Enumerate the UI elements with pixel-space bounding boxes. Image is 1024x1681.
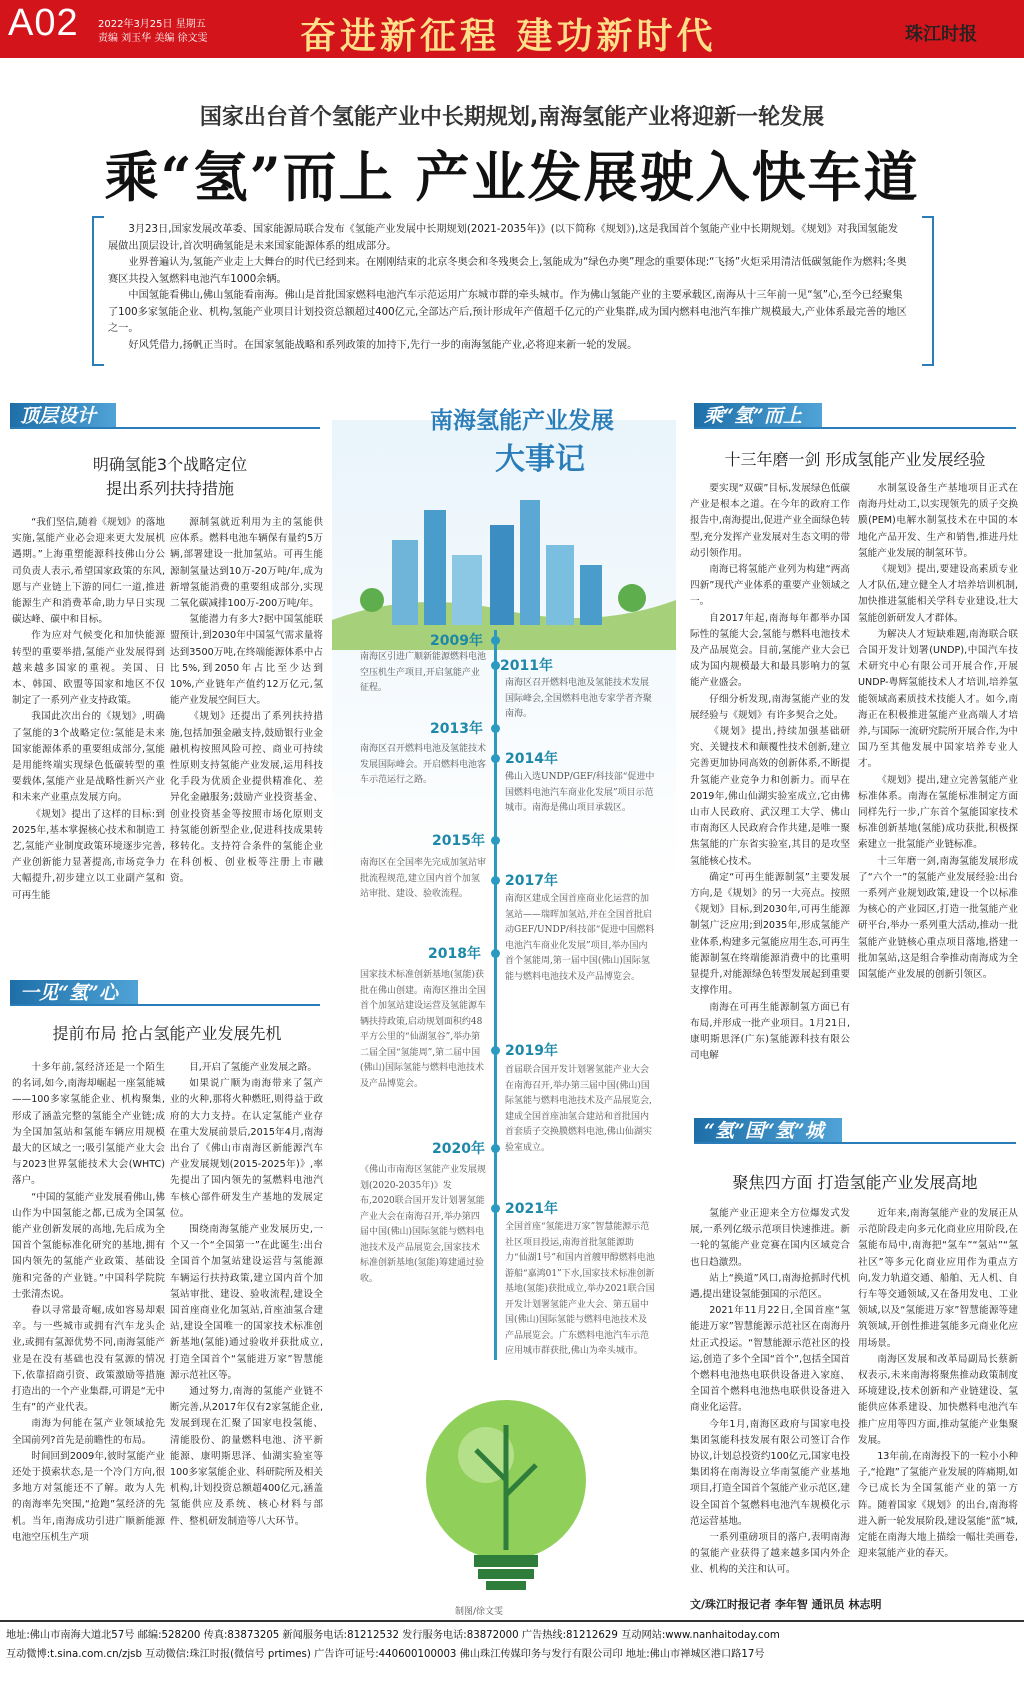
paragraph: 《规划》还提出了系列扶持措施,包括加强金融支持,鼓励银行业金融机构按照风险可控、商业可持续性原则支持氢能产业发展,运用科技化手段为优质企业提供精准化、差异化金融服务;鼓励产业投资基金、创业投资基金等按照市场化原则支持氢能创新型企业,促进科技成果转移转化。支持符合条件的氢能企业在科创板、创业板等注册上市融资。 xyxy=(170,711,323,885)
section-tag-first-sight: 一见“氢”心 xyxy=(10,980,138,1006)
paragraph: 氢能潜力有多大?据中国氢能联盟预计,到2030年中国氢气需求量将达到3500万吨,在终端能源体系中占比5%,到2050年占比至少达到10%,产业链年产值约12万亿元,氢能产业发展空间巨大。 xyxy=(170,614,323,707)
timeline-year: 2011年 xyxy=(500,658,553,674)
issue-editors: 责编 刘玉华 美编 徐文雯 xyxy=(98,33,208,44)
paragraph: 通过努力,南海的氢能产业链不断完善,从2017年仅有2家氢能企业,发展到现在汇聚了国家电投氢能、清能股份、韵量燃料电池、济平新能源、康明斯思泽、仙湖实验室等100多家氢能企业、科研院所及相关机构,计划投资总额超400亿元,涵盖氢能供应及系统、核心材料与部件、整机研发制造等八大环节。 xyxy=(170,1386,323,1527)
paragraph: 目,开启了氢能产业发展之路。 xyxy=(189,1062,317,1073)
paragraph: “中国的氢能产业发展看佛山,佛山作为中国氢能之都,已成为全国氢能产业创新发展的高地,先后成为全国首个氢能标准化研究的基地,拥有国内领先的氢能产业政策、基础设施和完备的产业链。”中国科学院院士张清杰说。 xyxy=(12,1191,165,1300)
paragraph: 南海在可再生能源制氢方面已有布局,并形成一批产业项目。1月21日,康明斯思泽(广东)氢能源科技有限公司电解 xyxy=(690,1001,850,1062)
timeline-title: 南海氢能产业发展 xyxy=(430,407,614,434)
bulb-base xyxy=(478,1569,534,1579)
timeline-event: 南海区召开燃料电池及氢能技术发展国际峰会。开启燃料电池客车示范运行之路。 xyxy=(360,744,487,785)
section-subhead: 提前布局 抢占氢能产业发展先机 xyxy=(52,1024,282,1043)
timeline-dot xyxy=(491,636,500,645)
paragraph: 时间回到2009年,彼时氢能产业还处于摸索状态,是一个冷门方向,很多地方对氢能还不了解。敢为人先的南海率先突围,“抢跑”氢经济的先机。当年,南海成功引进广顺新能源电池空压机生产项 xyxy=(12,1450,165,1543)
building xyxy=(580,565,602,625)
section-tag-top-design: 顶层设计 xyxy=(10,403,116,429)
section-subhead xyxy=(20,453,320,501)
section-subhead: 聚焦四方面 打造氢能产业发展高地 xyxy=(732,1173,978,1192)
paragraph: 作为应对气候变化和加快能源转型的重要举措,氢能产业发展得到越来越多国家的重视。美国、日本、韩国、欧盟等国家和地区不仅制定了一系列产业支持政策。 xyxy=(12,630,165,707)
paragraph: 源制氢就近利用为主的氢能供应体系。燃料电池车辆保有量约5万辆,部署建设一批加氢站。可再生能源制氢量达到10万-20万吨/年,成为新增氢能消费的重要组成部分,实现二氧化碳减排100万-200万吨/年。 xyxy=(170,517,323,610)
page-number: A02 xyxy=(8,2,79,44)
paragraph: 《规划》提出,要建设高素质专业人才队伍,建立健全人才培养培训机制,加快推进氢能相关学科专业建设,壮大氢能创新研发人才群体。 xyxy=(858,564,1018,624)
timeline-dot xyxy=(491,754,500,763)
paragraph: 围绕南海氢能产业发展历史,一个又一个“全国第一”在此诞生:出台全国首个加氢站建设运营与氢能源车辆运行扶持政策,建立国内首个加氢站审批、建设、验收流程,建设全国首座商业化加氢站,首座油氢合建站,建设全国唯一的国家技术标准创新基地(氢能)通过验收并获批成立,打造全国首个“氢能进万家”智慧能源示范社区等。 xyxy=(170,1224,323,1381)
paragraph: 确定“可再生能源制氢”主要发展方向,是《规划》的另一大亮点。按照《规划》目标,到2030年,可再生能源制氢广泛应用;到2035年,形成氢能产业体系,构建多元氢能应用生态,可再生能源制氢在终端能源消费中的比重明显提升,对能源绿色转型发展起到重要支撑作用。 xyxy=(690,871,850,997)
paragraph: 近年来,南海氢能产业的发展正从示范阶段走向多元化商业应用阶段,在氢能布局中,南海把“氢车”“氢站”“氢社区”等多元化商业应用作为重点方向,发力轨道交通、船舶、无人机、自行车等交通领域,又在备用发电、工业领域,以及“氢能进万家”智慧能源等建筑领域,开创性推进氢能多元商业化应用场景。 xyxy=(858,1208,1018,1349)
timeline-year: 2019年 xyxy=(505,1043,558,1059)
tree xyxy=(360,588,384,612)
section-rule xyxy=(694,427,1016,429)
timeline-event: 《佛山市南海区氢能产业发展规划(2020-2035年)》发布,2020联合国开发计划署氢能产业大会在南海召开,举办第四届中国(佛山)国际氢能与燃料电池技术及产品展览会,国家技术标准创新基地(氢能)筹建通过验收。 xyxy=(360,1165,487,1284)
building xyxy=(424,510,446,625)
section-rule xyxy=(10,1004,320,1006)
section-tag-ride-hydrogen: 乘“氢”而上 xyxy=(694,403,822,429)
paragraph: 氢能产业正迎来全方位爆发式发展,一系列亿级示范项目快速推进。新一轮的氢能产业竞赛在国内区域竞合也日趋激烈。 xyxy=(690,1208,850,1268)
footer-line: 互动微博:t.sina.com.cn/zjsb 互动微信:珠江时报(微信号 prtimes) 广告许可证号:440600100003 佛山珠江传媒印务与发行有限公司印 地址:佛山市禅城区港口路17号 xyxy=(6,1649,765,1660)
paragraph: 《规划》提出,持续加强基础研究、关键技术和颠覆性技术创新,建立完善更加协同高效的创新体系,不断提升氢能产业竞争力和创新力。而早在2019年,佛山仙湖实验室成立,它由佛山市人民政府、武汉理工大学、佛山市南海区人民政府合作共建,是唯一聚焦氢能的广东省实验室,其目的是攻坚氢能核心技术。 xyxy=(690,726,850,867)
article-column xyxy=(690,481,850,1091)
timeline-year: 2021年 xyxy=(505,1201,558,1217)
issue-date: 2022年3月25日 星期五 xyxy=(98,19,206,30)
timeline-dot xyxy=(491,724,500,733)
timeline-year: 2018年 xyxy=(428,946,481,962)
building xyxy=(490,525,514,625)
timeline-year: 2015年 xyxy=(432,833,485,849)
graphic-credit: 制图/徐文雯 xyxy=(455,1607,504,1617)
timeline-dot xyxy=(491,876,500,885)
timeline-event: 全国首座“氢能进万家”智慧能源示范社区项目投运,南海首批氢能源助力“仙湖1号”和国内首艘甲醇燃料电池游船“嘉鸿01”下水,国家技术标准创新基地(氢能)获批成立,举办2021联合国开发计划署氢能产业大会、第五届中国(佛山)国际氢能与燃料电池技术及产品展览会。广东燃料电池汽车示范应用城市群获批,佛山为牵头城市。 xyxy=(505,1222,655,1356)
subhead-line: 明确氢能3个战略定位 xyxy=(92,455,248,474)
article-kicker: 国家出台首个氢能产业中长期规划,南海氢能产业将迎新一轮发展 xyxy=(199,105,825,130)
timeline-dot xyxy=(491,949,500,958)
timeline-dot xyxy=(491,661,500,670)
intro-paragraph: 业界普遍认为,氢能产业走上大舞台的时代已经到来。在刚刚结束的北京冬奥会和冬残奥会上,氢能成为“绿色办奥”理念的重要体现:“飞扬”火炬采用清洁低碳氢能作为燃料;冬奥赛区共投入氢燃料电池汽车1000余辆。 xyxy=(108,257,907,285)
paragraph: 十三年磨一剑,南海氢能发展形成了“六个一”的氢能产业发展经验:出台一系列产业规划政策,建设一个以标准为核心的产业园区,打造一批氢能产业研平台,举办一系列重大活动,推动一批氢能产业链核心重点项目落地,搭建一批加氢站,这是组合拳推动南海成为全国氢能产业发展的创新引领区。 xyxy=(858,855,1018,981)
article-column xyxy=(858,1206,1018,1592)
paragraph: 南海区发展和改革局副局长蔡新权表示,未来南海将聚焦推动政策制度环境建设,技术创新和产业链建设、氢能供应体系建设、加快燃料电池汽车推广应用等四方面,推动氢能产业集聚发展。 xyxy=(858,1353,1018,1446)
masthead-date xyxy=(98,18,208,46)
intro-bracket-left xyxy=(92,216,104,366)
paragraph: 《规划》提出,建立完善氢能产业标准体系。南海在氢能标准制定方面同样先行一步,广东首个氢能国家技术标准创新基地(氢能)成功获批,积极探索建立一批氢能产业链标准。 xyxy=(858,774,1018,851)
city-skyline-illustration xyxy=(332,470,676,650)
intro-bracket-right xyxy=(922,216,934,366)
building xyxy=(546,545,574,625)
subhead-line: 提出系列扶持措施 xyxy=(105,479,234,498)
bulb-base xyxy=(474,1555,538,1567)
article-column xyxy=(858,481,1018,1091)
paragraph: 2021年11月22日,全国首座“氢能进万家”智慧能源示范社区在南海丹灶正式投运。“智慧能源示范社区的投运,创造了多个全国“首个”,包括全国首个燃料电池热电联供设备进入家庭、全国首个燃料电池热电联供设备进入商业化运营。 xyxy=(690,1305,850,1414)
paragraph: 南海为何能在氢产业领域抢先全国前列?首先是前瞻性的布局。 xyxy=(12,1418,165,1446)
timeline-dot xyxy=(491,1204,500,1213)
article-column xyxy=(170,1060,323,1608)
paragraph: 13年前,在南海投下的一粒小小种子,“抢跑”了氢能产业发展的阵痛期,如今已成长为全国氢能产业的第一方阵。随着国家《规划》的出台,南海将进入新一轮发展阶段,建设氢能“蓝”城,定能在南海大地上描绘一幅壮美画卷,迎来氢能产业的春天。 xyxy=(858,1451,1018,1560)
timeline-event: 南海区引进广顺新能源燃料电池空压机生产项目,开启氢能产业征程。 xyxy=(360,652,487,693)
paragraph: 十多年前,氢经济还是一个陌生的名词,如今,南海却崛起一座氢能城——100多家氢能企业、机构聚集,形成了涵盖完整的氢能全产业链;成为全国加氢站和氢能车辆应用规模最大的区域之一;吸引氢能产业大会与2023世界氢能技术大会(WHTC)落户。 xyxy=(12,1062,165,1187)
paragraph: 站上“换道”风口,南海抢抓时代机遇,提出建设氢能强国的示范区。 xyxy=(690,1272,850,1301)
timeline-event: 佛山入选UNDP/GEF/科技部“促进中国燃料电池汽车商业化发展”项目示范城市。南海是佛山项目承载区。 xyxy=(505,772,655,813)
masthead-slogan: 奋进新征程 建功新时代 xyxy=(300,15,717,57)
timeline-dot xyxy=(491,836,500,845)
building xyxy=(452,555,482,625)
green-lightbulb-illustration xyxy=(386,1385,626,1600)
section-rule xyxy=(10,427,320,429)
intro-paragraph: 3月23日,国家发展改革委、国家能源局联合发布《氢能产业发展中长期规划(2021-2035年)》(以下简称《规划》),这是我国首个氢能产业中长期规划。《规划》对我国氢能发展做出顶层设计,首次明确氢能是未来国家能源体系的组成部分。 xyxy=(108,224,899,252)
timeline-event: 南海区在全国率先完成加氢站审批流程规范,建立国内首个加氢站审批、建设、验收流程。 xyxy=(360,858,487,899)
paragraph: 要实现“双碳”目标,发展绿色低碳产业是根本之道。在今年的政府工作报告中,南海提出,促进产业全面绿色转型,充分发挥产业发展对生态文明的带动引领作用。 xyxy=(690,483,850,559)
paragraph: “我们坚信,随着《规划》的落地实施,氢能产业必会迎来更大发展机遇期。”上海重塑能源科技佛山分公司负责人表示,希望国家政策的东风,愿与产业链上下游的同仁一道,推进能源生产和消费革命,助力早日实现碳达峰、碳中和目标。 xyxy=(12,517,165,626)
building xyxy=(392,540,418,625)
paragraph: 南海已将氢能产业列为构建“两高四新”现代产业体系的重要产业领域之一。 xyxy=(690,564,850,608)
paragraph: 《规划》提出了这样的目标:到2025年,基本掌握核心技术和制造工艺,氢能产业制度政策环境逐步完善,产业创新能力显著提高,市场竞争力大幅提升,初步建立以工业副产氢和可再生能 xyxy=(12,808,165,901)
timeline-dot xyxy=(491,1144,500,1153)
intro-paragraph: 好风凭借力,扬帆正当时。在国家氢能战略和系列政策的加持下,先行一步的南海氢能产业,必将迎来新一轮的发展。 xyxy=(128,339,638,351)
timeline-subtitle: 大事记 xyxy=(495,442,585,477)
timeline-dot xyxy=(491,1046,500,1055)
paragraph: 水制氢设备生产基地项目正式在南海丹灶动工,以实现领先的质子交换膜(PEM)电解水制氢技术在中国的本地化产品开发、生产和销售,推进丹灶氢能产业发展的制氢环节。 xyxy=(858,483,1018,559)
building xyxy=(520,500,540,625)
paragraph: 自2017年起,南海每年都举办国际性的氢能大会,氢能与燃料电池技术及产品展览会。目前,氢能产业大会已成为国内规模最大和最具影响力的氢能产业盛会。 xyxy=(690,612,850,689)
timeline-year: 2009年 xyxy=(430,633,483,649)
intro-paragraph: 中国氢能看佛山,佛山氢能看南海。佛山是首批国家燃料电池汽车示范运用广东城市群的牵头城市。作为佛山氢能产业的主要承载区,南海从十三年前一见“氢”心,至今已经聚集了100多家氢能企业、机构,氢能产业项目计划投资总额超过400亿元,全部达产后,预计形成年产值超千亿元的产业集群,成为国内燃料电池汽车推广规模最大,产业体系最完善的地区之一。 xyxy=(108,290,907,334)
bulb-base xyxy=(486,1581,526,1590)
footer-line: 地址:佛山市南海大道北57号 邮编:528200 传真:83873205 新闻服务电话:81212532 发行服务电话:83872000 广告热线:81212629 互动网站:www.nanhaitoday.com xyxy=(6,1630,780,1641)
timeline-year: 2017年 xyxy=(505,873,558,889)
article-column xyxy=(12,515,165,925)
paragraph: 仔细分析发现,南海氢能产业的发展经验与《规划》有许多契合之处。 xyxy=(690,693,850,721)
article-intro xyxy=(108,222,908,354)
timeline-year: 2013年 xyxy=(430,721,483,737)
timeline-event: 首届联合国开发计划署氢能产业大会在南海召开,举办第三届中国(佛山)国际氢能与燃料电池技术及产品展览会,建成全国首座油氢合建站和首批国内首套质子交换膜燃料电池,佛山仙湖实验室成立。 xyxy=(505,1065,652,1153)
section-rule xyxy=(694,1142,1016,1144)
article-byline: 文/珠江时报记者 李年智 通讯员 林志明 xyxy=(690,1598,882,1611)
article-column xyxy=(170,515,323,925)
paragraph: 如果说广顺为南海带来了氢产业的火种,那将火种燃旺,则得益于政府的大力支持。在认定氢能产业存在重大发展前景后,2015年4月,南海出台了《佛山市南海区新能源汽车产业发展规划(2015-2025年)》,率先提出了国内领先的氢燃料电池汽车核心部件研发生产基地的发展定位。 xyxy=(170,1078,323,1219)
newspaper-logo: 珠江时报 xyxy=(905,24,977,45)
paragraph: 今年1月,南海区政府与国家电投集团氢能科技发展有限公司签订合作协议,计划总投资约100亿元,国家电投集团将在南海设立华南氢能产业基地项目,打造全国首个氢能产业示范区,建设全国首个氢燃料电池汽车规模化示范运营基地。 xyxy=(690,1418,850,1527)
timeline-event: 国家技术标准创新基地(氢能)获批在佛山创建。南海区推出全国首个加氢站建设运营及氢能源车辆扶持政策,启动规划面积约48平方公里的“仙湖氢谷”,举办第二届全国“氢能周”,第二届中国(佛山)国际氢能与燃料电池技术及产品博览会。 xyxy=(360,970,487,1089)
article-column xyxy=(690,1206,850,1592)
article-column xyxy=(12,1060,165,1608)
paragraph: 为解决人才短缺难题,南海联合联合国开发计划署(UNDP),中国汽车技术研究中心有限公司开展合作,开展UNDP-粤辉氢能技术人才培训,培养氢能领域高素质技术技能人才。如今,南海正在积极推进氢能产业高端人才培养,与国际一流研究院所开展合作,为中国乃至其他发展中国家培养专业人才。 xyxy=(858,628,1018,770)
article-headline: 乘“氢”而上 产业发展驶入快车道 xyxy=(104,145,920,209)
footer-rule xyxy=(0,1620,1024,1622)
timeline-event: 南海区建成全国首座商业化运营的加氢站——瑞晖加氢站,并在全国首批启动GEF/UNDP/科技部“促进中国燃料电池汽车商业化发展”项目,举办国内首个氢能周,第一届中国(佛山)国际氢能与燃料电池技术及产品博览会。 xyxy=(505,894,655,982)
timeline-year: 2014年 xyxy=(505,751,558,767)
paragraph: 我国此次出台的《规划》,明确了氢能的3个战略定位:氢能是未来国家能源体系的重要组成部分,氢能是用能终端实现绿色低碳转型的重要载体,氢能产业是战略性新兴产业和未来产业重点发展方向。 xyxy=(12,711,165,804)
timeline-axis xyxy=(494,630,497,1360)
paragraph: 一系列重磅项目的落户,表明南海的氢能产业获得了越来越多国内外企业、机构的关注和认可。 xyxy=(690,1532,850,1576)
tree xyxy=(618,584,646,612)
timeline-year: 2020年 xyxy=(432,1141,485,1157)
timeline-event: 南海区召开燃料电池及氢能技术发展国际峰会,全国燃料电池专家学者齐聚南海。 xyxy=(505,678,652,719)
section-subhead: 十三年磨一剑 形成氢能产业发展经验 xyxy=(724,450,986,469)
section-tag-hydrogen-city: “氢”国“氢”城 xyxy=(694,1118,842,1144)
paragraph: 眷以寻常最奇崛,成如容易却艰辛。与一些城市或拥有汽车龙头企业,或拥有氢源优势不同,南海氢能产业是在没有基础也没有氢源的情况下,依靠招商引资、政策激励等措施打造出的一个产业集群,可谓是“无中生有”的产业代表。 xyxy=(12,1305,165,1414)
